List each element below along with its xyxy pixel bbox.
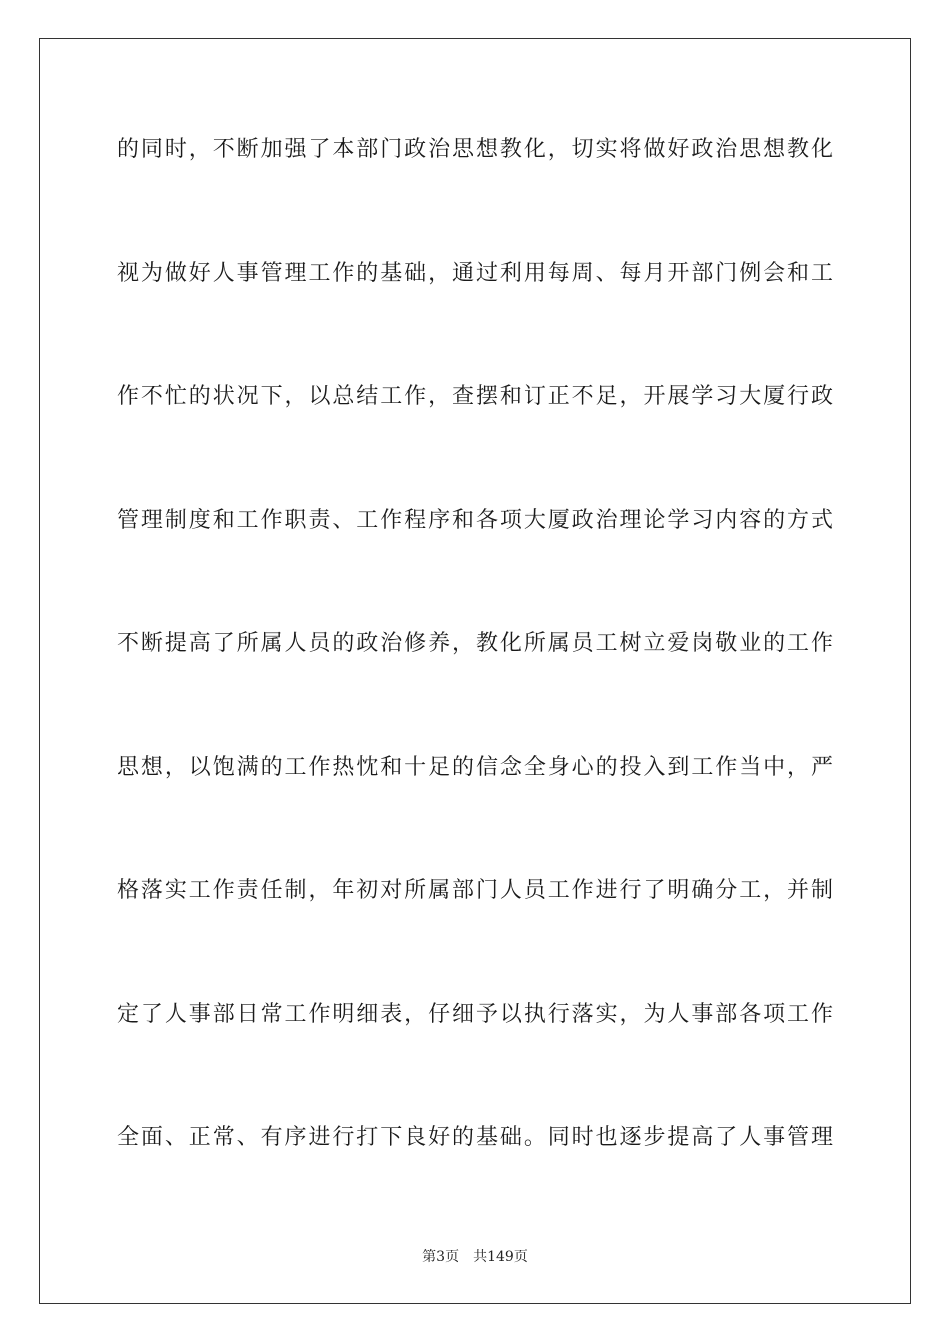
text-line-5: 不断提高了所属人员的政治修养，教化所属员工树立爱岗敬业的工作 xyxy=(117,631,833,656)
page-total: 共149页 xyxy=(473,1249,528,1265)
text-line-6: 思想，以饱满的工作热忱和十足的信念全身心的投入到工作当中，严 xyxy=(117,754,833,780)
text-line-7: 格落实工作责任制，年初对所属部门人员工作进行了明确分工，并制 xyxy=(117,878,833,903)
text-line-9: 全面、正常、有序进行打下良好的基础。同时也逐步提高了人事管理 xyxy=(117,1125,833,1150)
text-line-1: 的同时，不断加强了本部门政治思想教化，切实将做好政治思想教化 xyxy=(117,137,833,162)
text-line-3: 作不忙的状况下，以总结工作，查摆和订正不足，开展学习大厦行政 xyxy=(117,384,833,409)
text-line-8: 定了人事部日常工作明细表，仔细予以执行落实，为人事部各项工作 xyxy=(117,1001,833,1027)
text-line-4: 管理制度和工作职责、工作程序和各项大厦政治理论学习内容的方式 xyxy=(117,507,833,533)
document-body xyxy=(117,128,833,1240)
page-footer xyxy=(0,1246,950,1266)
text-line-2: 视为做好人事管理工作的基础，通过利用每周、每月开部门例会和工 xyxy=(117,260,833,286)
page-number: 第3页 xyxy=(422,1249,460,1265)
